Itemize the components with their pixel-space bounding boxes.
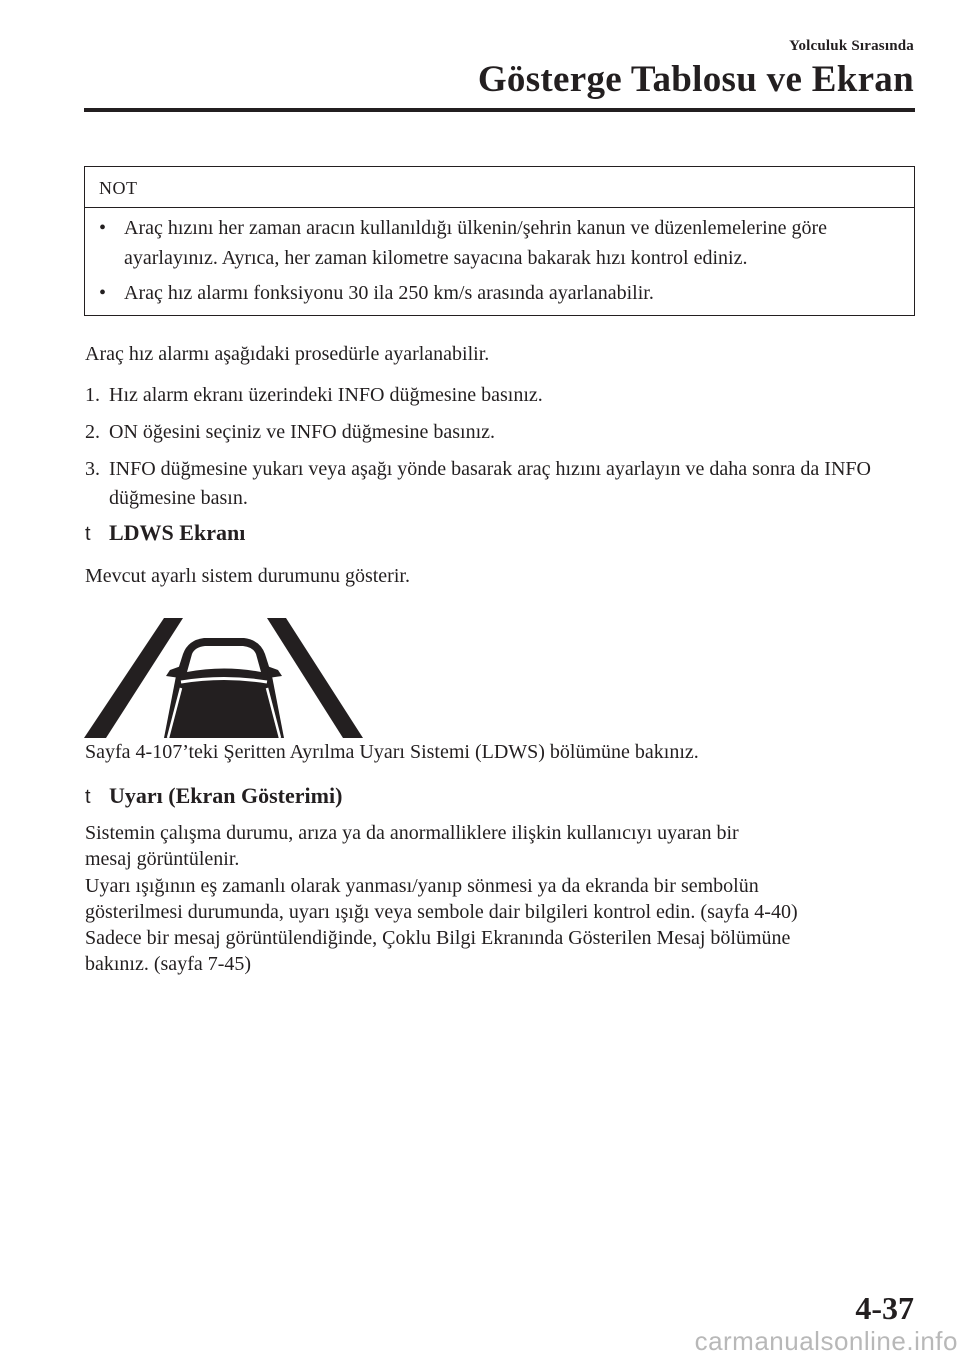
section-heading-ldws [85,520,245,546]
step-number: 2. [85,421,100,443]
lane-departure-car-icon [84,616,364,743]
section-marker-icon: t [85,523,91,545]
ldws-reference: Sayfa 4-107’teki Şeritten Ayrılma Uyarı Sistemi (LDWS) bölümüne bakınız. [85,741,699,763]
page-number: 4-37 [855,1290,914,1326]
step-number: 1. [85,384,100,406]
warning-line: gösterilmesi durumunda, uyarı ışığı veya sembole dair bilgileri kontrol edin. (sayfa 4-40) [85,900,798,923]
step-text: Hız alarm ekranı üzerindeki INFO düğmesine basınız. [109,384,543,406]
warning-body [85,820,925,978]
step-text: INFO düğmesine yukarı veya aşağı yönde basarak araç hızını ayarlayın ve daha sonra da INFO düğmesine basın. [109,458,871,509]
step-item [85,418,915,447]
warning-line: mesaj görüntülenir. [85,848,240,871]
intro-paragraph: Araç hız alarmı aşağıdaki prosedürle ayarlanabilir. [85,343,490,365]
note-item-text: Araç hız alarmı fonksiyonu 30 ila 250 km/s arasında ayarlanabilir. [124,282,654,304]
section-marker-icon: t [85,786,91,808]
watermark: carmanualsonline.info [694,1326,958,1356]
note-item [99,213,899,273]
section-heading-text: Uyarı (Ekran Gösterimi) [109,783,343,808]
warning-line: Sadece bir mesaj görüntülendiğinde, Çoklu Bilgi Ekranında Gösterilen Mesaj bölümüne [85,927,791,950]
warning-line: bakınız. (sayfa 7-45) [85,953,252,976]
note-box [84,166,915,316]
note-title: NOT [99,178,138,198]
note-item-text: Araç hızını her zaman aracın kullanıldığı ülkenin/şehrin kanun ve düzenlemelerine göre ayarlayınız. Ayrıca, her zaman kilometre sayacına bakarak hızı kontrol ediniz. [124,217,828,269]
note-item [99,278,899,308]
step-item [85,455,915,513]
section-heading-warning [85,783,342,809]
bullet-icon: • [99,217,107,239]
page-title: Gösterge Tablosu ve Ekran [477,59,914,100]
step-item [85,381,915,410]
step-text: ON öğesini seçiniz ve INFO düğmesine basınız. [109,421,496,443]
ldws-description: Mevcut ayarlı sistem durumunu gösterir. [85,565,410,587]
step-number: 3. [85,458,100,480]
warning-line: Uyarı ışığının eş zamanlı olarak yanması/yanıp sönmesi ya da ekranda bir sembolün [85,874,759,897]
section-heading-text: LDWS Ekranı [109,520,246,545]
header-rule [84,108,915,112]
warning-line: Sistemin çalışma durumu, arıza ya da anormalliklere ilişkin kullanıcıyı uyaran bir [85,822,739,844]
section-label: Yolculuk Sırasında [789,38,914,54]
bullet-icon: • [99,282,107,304]
note-divider [85,207,914,208]
